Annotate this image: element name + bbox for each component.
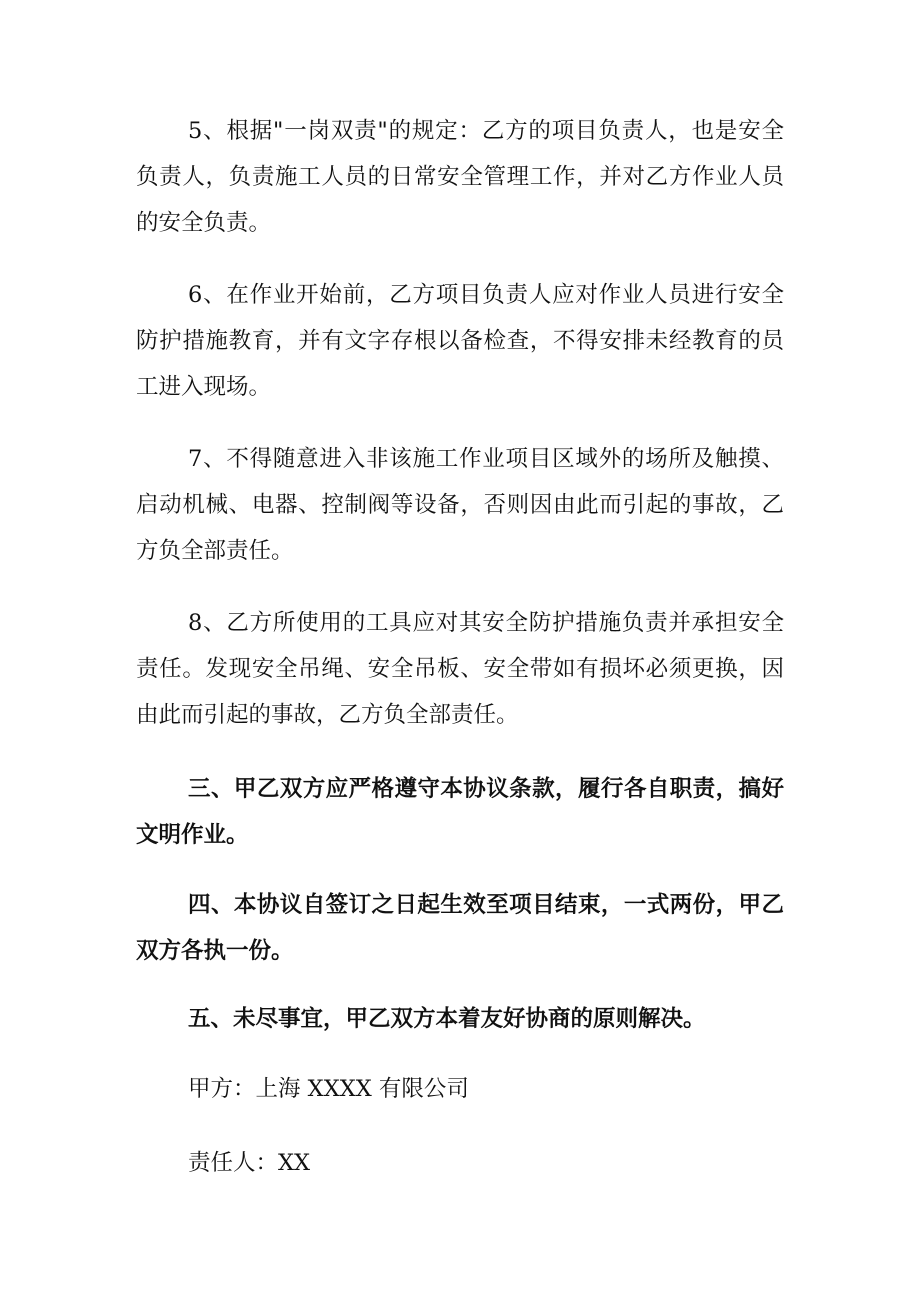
- section-3: 三、甲乙双方应严格遵守本协议条款，履行各自职责，搞好文明作业。: [136, 776, 784, 848]
- party-a-label: 甲方：上海: [188, 1076, 301, 1102]
- clause-number: 8: [188, 610, 203, 636]
- clause-text: 、乙方所使用的工具应对其安全防护措施负责并承担安全责任。发现安全吊绳、安全吊板、安全带如有损坏必须更换，因由此而引起的事故，乙方负全部责任。: [136, 610, 784, 728]
- clause-text: 、不得随意进入非该施工作业项目区域外的场所及触摸、启动机械、电器、控制阀等设备，否则因由此而引起的事故，乙方负全部责任。: [136, 446, 784, 564]
- clause-8: [136, 600, 784, 738]
- party-a-suffix: 有限公司: [378, 1076, 469, 1102]
- party-a-placeholder: XXXX: [307, 1076, 372, 1102]
- responsible-person-line: [188, 1140, 310, 1186]
- clause-6: [136, 272, 784, 410]
- clause-number: 5: [188, 118, 203, 144]
- responsible-value: XX: [278, 1150, 311, 1176]
- clause-7: [136, 436, 784, 574]
- clause-text: 、在作业开始前，乙方项目负责人应对作业人员进行安全防护措施教育，并有文字存根以备检查，不得安排未经教育的员工进入现场。: [136, 282, 784, 400]
- party-a-line: [188, 1066, 469, 1112]
- clause-number: 7: [188, 446, 203, 472]
- section-5: 五、未尽事宜，甲乙双方本着友好协商的原则解决。: [188, 1006, 706, 1032]
- clause-5: [136, 108, 784, 246]
- clause-number: 6: [188, 282, 203, 308]
- clause-text: 、根据"一岗双责"的规定：乙方的项目负责人，也是安全负责人，负责施工人员的日常安全管理工作，并对乙方作业人员的安全负责。: [136, 118, 784, 236]
- section-4: 四、本协议自签订之日起生效至项目结束，一式两份，甲乙双方各执一份。: [136, 892, 784, 964]
- responsible-label: 责任人：: [188, 1150, 279, 1176]
